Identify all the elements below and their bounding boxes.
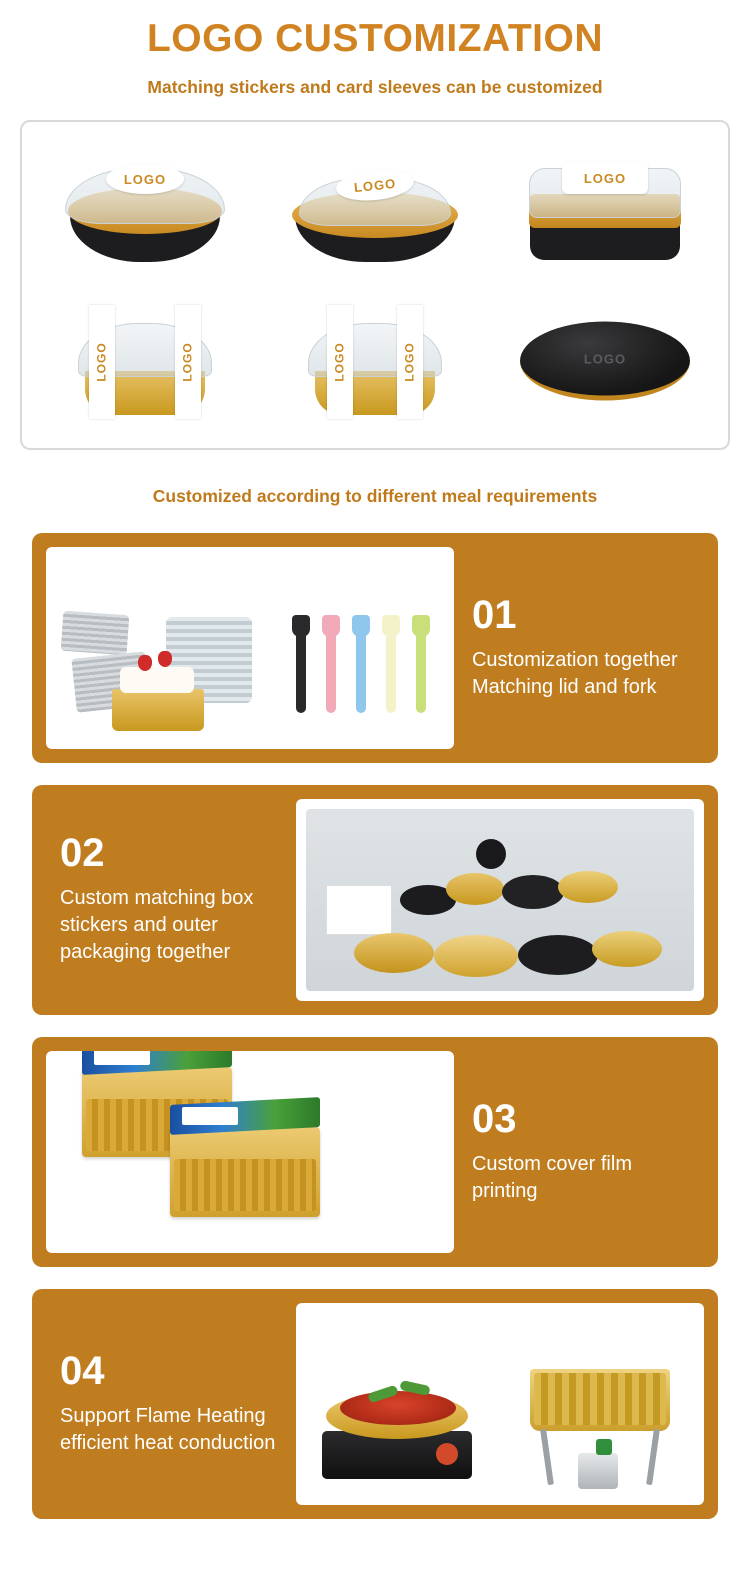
gold-tray	[112, 689, 204, 731]
feature-card-02-text	[46, 833, 296, 966]
strawberry-icon	[138, 655, 152, 671]
gallery-item-1	[35, 132, 256, 285]
fork-green	[416, 625, 426, 713]
rectangular-black-box-gold-image	[515, 148, 695, 268]
fuel-canister	[578, 1453, 618, 1489]
feature-card-03	[32, 1037, 718, 1267]
wire-stand-leg	[540, 1429, 554, 1485]
stove-knob-icon	[436, 1443, 458, 1465]
feature-card-04-text	[46, 1348, 296, 1457]
card-sleeve-right	[397, 305, 423, 419]
feature-card-01	[32, 533, 718, 763]
lid-disc-shape	[520, 322, 690, 401]
feature-card-02-number: 02	[60, 831, 105, 876]
sleeve-logo-text: LOGO	[402, 342, 417, 383]
film-label	[94, 1051, 150, 1065]
logo-sticker: LOGO	[562, 162, 648, 194]
feature-card-03-description: Custom cover film printing	[471, 1152, 632, 1202]
feature-card-04-description: Support Flame Heating efficient heat conduction	[60, 1404, 276, 1454]
silver-gold-cup-sleeve-image	[285, 301, 465, 421]
section-caption: Customized according to different meal requirements	[152, 485, 598, 506]
product-gallery	[20, 120, 730, 450]
gallery-item-3	[495, 132, 716, 285]
feature-card-04-number: 04	[60, 1348, 105, 1393]
gallery-row-bottom	[30, 285, 720, 438]
sleeve-logo-text: LOGO	[94, 342, 109, 383]
fork-blue	[356, 625, 366, 713]
logo-sticker: LOGO	[335, 166, 416, 204]
small-black-lid	[476, 839, 506, 869]
sleeve-logo-text: LOGO	[332, 342, 347, 383]
feature-card-02-image	[296, 799, 704, 1001]
gallery-item-4	[35, 285, 256, 438]
chafing-tray	[530, 1369, 670, 1431]
feature-card-01-image	[46, 547, 454, 749]
gallery-item-5	[265, 285, 486, 438]
black-round-lid-image	[515, 301, 695, 421]
feature-card-01-number: 01	[471, 592, 517, 637]
card-sleeve-right	[175, 305, 201, 419]
feature-card-03-image	[46, 1051, 454, 1253]
black-bowl-item	[518, 935, 598, 975]
gallery-row-top	[30, 132, 720, 285]
feature-card-04-image	[296, 1303, 704, 1505]
embossed-logo-text: LOGO	[583, 351, 627, 367]
feature-card-03-number: 03	[471, 1096, 517, 1141]
printed-film-tray-front	[170, 1127, 320, 1217]
dessert-cream	[120, 667, 194, 693]
gold-bowl-item	[446, 873, 504, 905]
gallery-item-2	[265, 132, 486, 285]
wire-stand-leg	[646, 1429, 660, 1485]
gold-bowl-item	[558, 871, 618, 903]
gold-bowl-item	[434, 935, 518, 977]
page-title: LOGO CUSTOMIZATION	[146, 17, 604, 60]
sleeve-logo-text: LOGO	[180, 342, 195, 383]
feature-card-01-description: Customization together Matching lid and fork	[471, 648, 678, 698]
card-sleeve-left	[327, 305, 353, 419]
logo-sticker: LOGO	[106, 164, 184, 194]
page-subtitle: Matching stickers and card sleeves can be customized	[147, 76, 603, 97]
feature-card-02-description: Custom matching box stickers and outer packaging together	[60, 887, 254, 964]
feature-card-04	[32, 1289, 718, 1519]
card-sleeve-left	[89, 305, 115, 419]
feature-card-02	[32, 785, 718, 1015]
fork-black	[296, 625, 306, 713]
round-black-bowl-gold-wide-image	[285, 148, 465, 268]
gallery-item-6	[495, 285, 716, 438]
feature-card-03-text	[454, 1096, 704, 1205]
fork-pink	[326, 625, 336, 713]
tray-ridges	[174, 1159, 316, 1211]
gold-bowl-item	[592, 931, 662, 967]
fuel-canister-cap	[596, 1439, 612, 1455]
gold-bowl-item	[354, 933, 434, 973]
black-bowl-item	[502, 875, 564, 909]
printed-card-insert	[326, 885, 392, 935]
feature-card-01-text	[454, 592, 704, 701]
strawberry-icon	[158, 651, 172, 667]
gold-cup-clear-dome-sleeve-image	[55, 301, 235, 421]
round-black-bowl-gold-dome-image	[55, 148, 235, 268]
crayfish-dish	[340, 1391, 456, 1425]
aluminium-tray-stack-top	[61, 611, 130, 656]
film-label	[182, 1107, 238, 1125]
chafing-tray-ridges	[534, 1373, 666, 1425]
fork-cream	[386, 625, 396, 713]
